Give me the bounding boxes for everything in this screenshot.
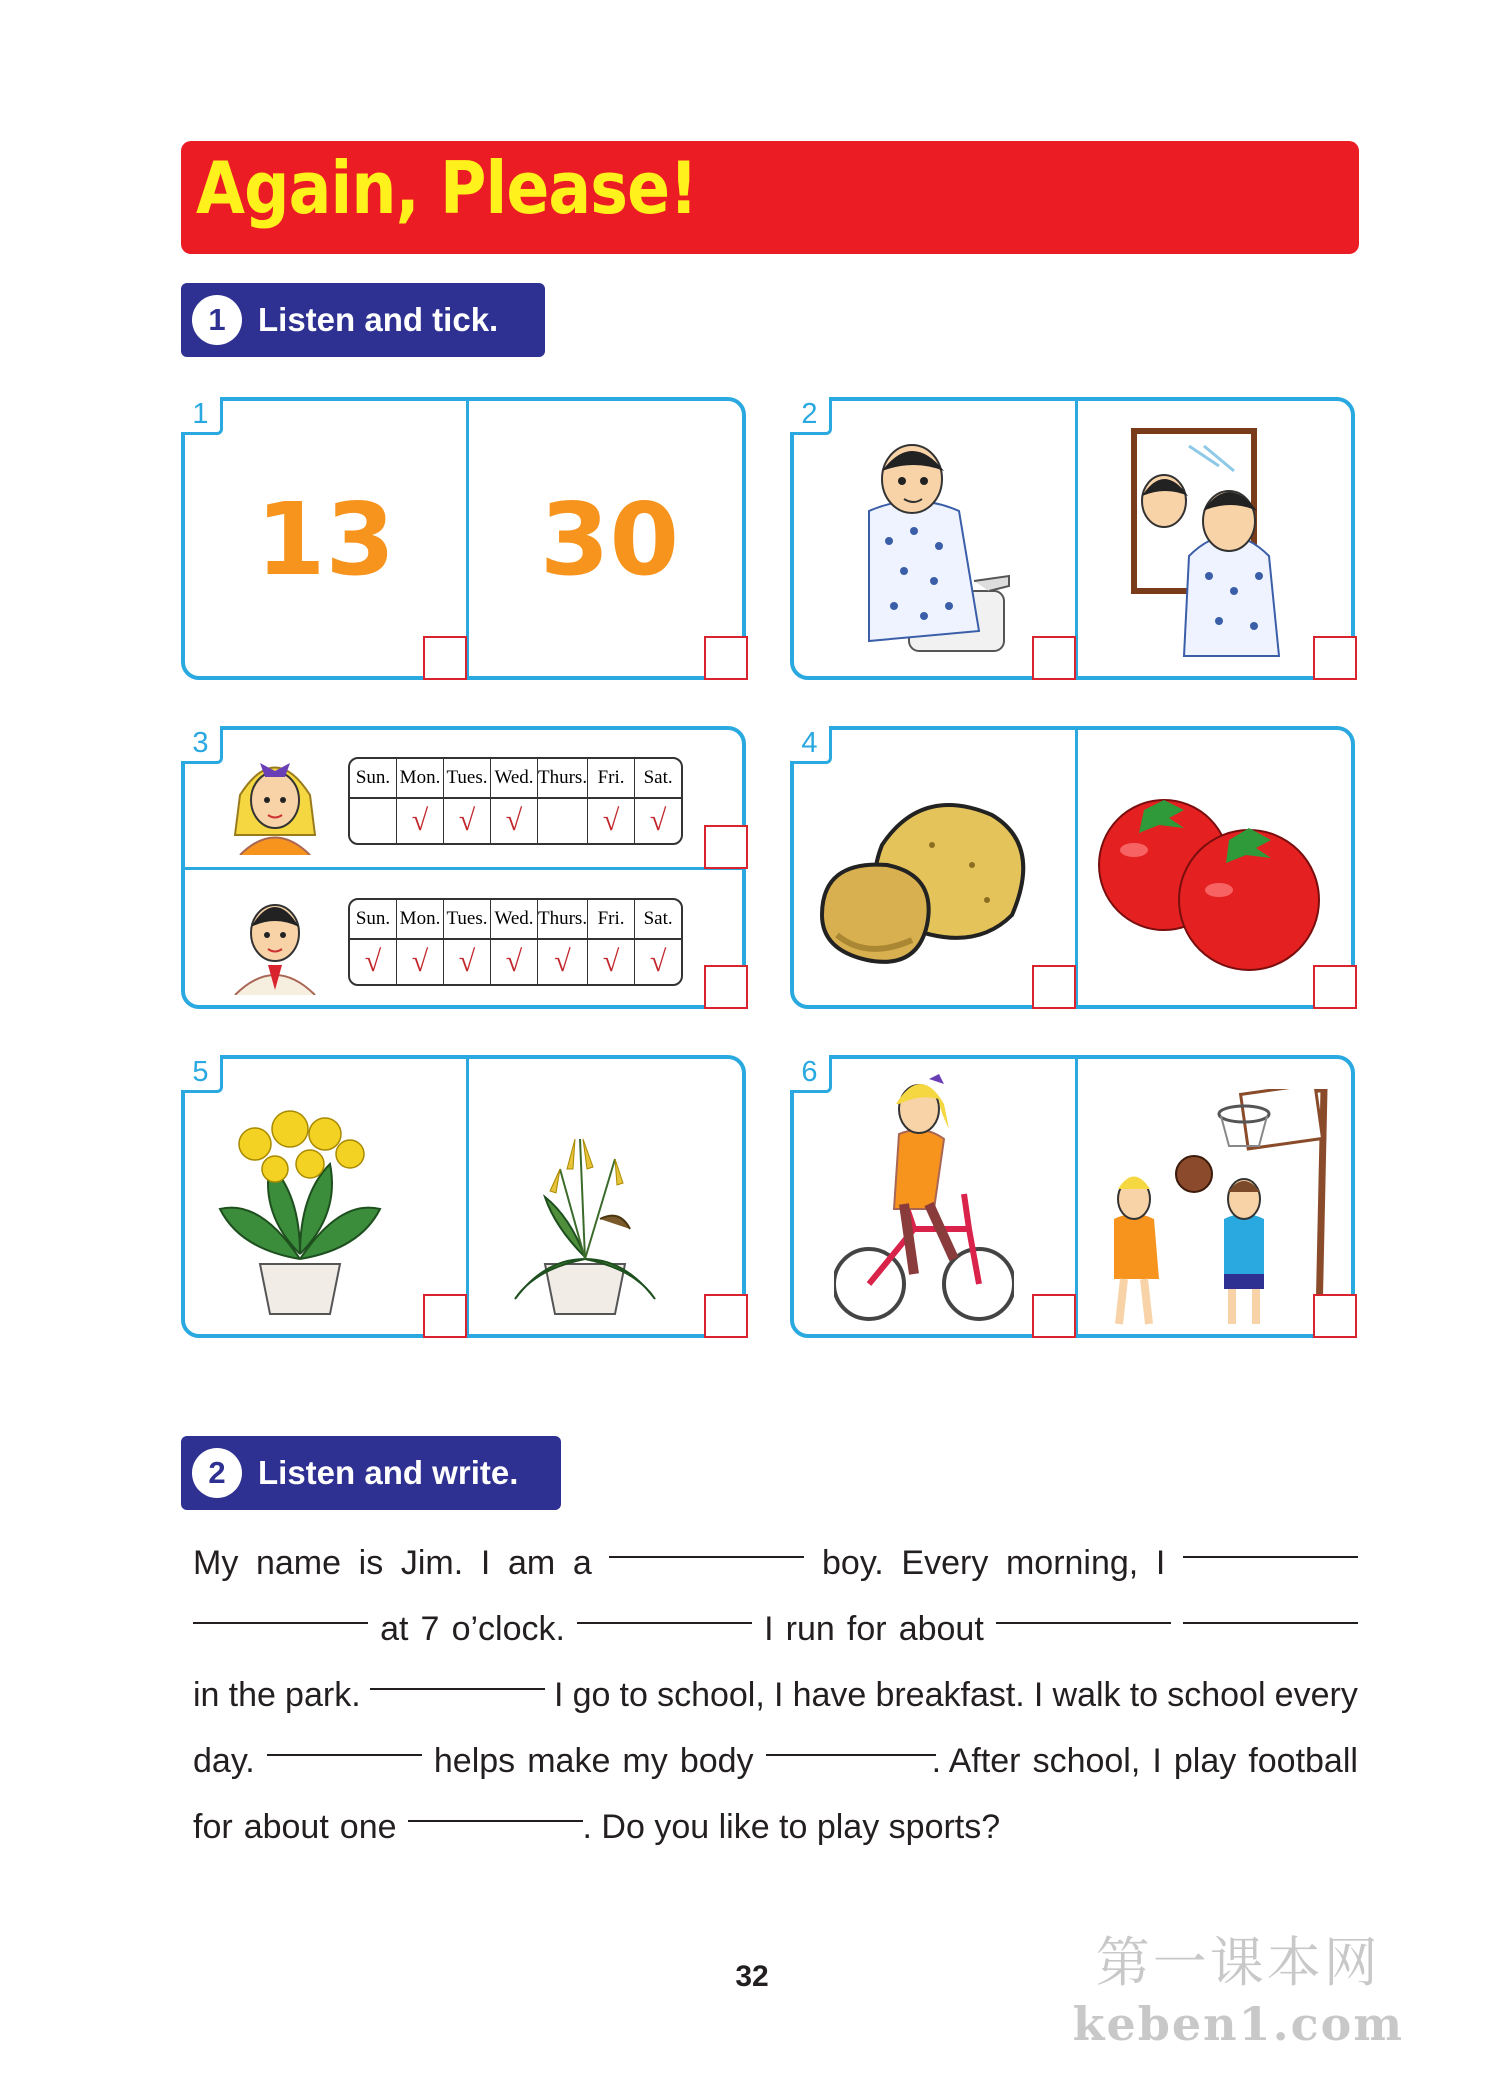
number-30: 30 <box>539 481 680 598</box>
boy-tick-wed: √ <box>491 940 538 984</box>
boy-washing-hands-image <box>834 431 1034 666</box>
day-sat: Sat. <box>635 759 681 799</box>
panel-4-number: 4 <box>790 726 832 764</box>
boy-tick-mon: √ <box>397 940 444 984</box>
section-1-label: Listen and tick. <box>258 301 499 338</box>
paragraph-line-2 <box>193 1596 1358 1662</box>
word: Every <box>901 1544 989 1582</box>
panel-5 <box>181 1055 746 1338</box>
day-sat: Sat. <box>635 900 681 940</box>
word: I <box>1152 1742 1162 1780</box>
page-title: Again, Please! <box>196 146 698 230</box>
word: I <box>773 1676 784 1714</box>
word: school <box>1167 1676 1266 1714</box>
tick-box-6b[interactable] <box>1313 1294 1357 1338</box>
healthy-plant-image <box>215 1089 385 1324</box>
watermark-line-1: 第一课本网 <box>1095 1933 1381 1993</box>
tick-box-2b[interactable] <box>1313 636 1357 680</box>
blank-field-5[interactable] <box>996 1596 1171 1624</box>
word: my <box>622 1742 668 1780</box>
blank-field-1[interactable] <box>609 1530 804 1558</box>
tick-box-5b[interactable] <box>704 1294 748 1338</box>
day-wed: Wed. <box>491 900 538 940</box>
panel-3 <box>181 726 746 1009</box>
word: I <box>764 1610 774 1648</box>
girl-tick-fri: √ <box>588 799 635 843</box>
blank-field-9[interactable] <box>766 1728 936 1756</box>
boy-face-image <box>230 885 320 995</box>
panel-5-number: 5 <box>181 1055 223 1093</box>
listen-write-paragraph <box>193 1530 1358 1860</box>
word: . Do you like to play sports? <box>582 1808 1001 1846</box>
word: 7 <box>420 1610 440 1648</box>
word: . After <box>931 1742 1021 1780</box>
word: I <box>480 1544 491 1582</box>
word: in <box>193 1676 220 1714</box>
day-fri: Fri. <box>588 759 635 799</box>
word: is <box>358 1544 384 1582</box>
number-13: 13 <box>255 481 396 598</box>
boy-tick-sun: √ <box>350 940 397 984</box>
section-1-heading <box>181 283 545 357</box>
paragraph-line-3 <box>193 1662 1358 1728</box>
word: go <box>572 1676 611 1714</box>
tick-box-4b[interactable] <box>1313 965 1357 1009</box>
tick-box-2a[interactable] <box>1032 636 1076 680</box>
word: breakfast. <box>875 1676 1025 1714</box>
word: I <box>1155 1544 1166 1582</box>
section-2-heading <box>181 1436 561 1510</box>
blank-field-10[interactable] <box>408 1794 583 1822</box>
word: boy. <box>822 1544 884 1582</box>
word: name <box>255 1544 342 1582</box>
panel-2-number: 2 <box>790 397 832 435</box>
word: body <box>679 1742 754 1780</box>
word: am <box>507 1544 556 1582</box>
panel-3-number: 3 <box>181 726 223 764</box>
panel-6 <box>790 1055 1355 1338</box>
potatoes-image <box>812 785 1062 975</box>
tick-box-1b[interactable] <box>704 636 748 680</box>
word: morning, <box>1005 1544 1139 1582</box>
girl-tick-wed: √ <box>491 799 538 843</box>
word: every <box>1274 1676 1358 1714</box>
girl-tick-tues: √ <box>444 799 491 843</box>
panel-6-number: 6 <box>790 1055 832 1093</box>
boy-tick-tues: √ <box>444 940 491 984</box>
word: about <box>898 1610 984 1648</box>
day-sun: Sun. <box>350 759 397 799</box>
word: Jim. <box>400 1544 464 1582</box>
word: I <box>1033 1676 1044 1714</box>
word: helps <box>433 1742 516 1780</box>
boy-tick-sat: √ <box>649 945 667 978</box>
word: walk <box>1052 1676 1121 1714</box>
girl-tick-mon: √ <box>397 799 444 843</box>
wilted-plant-image <box>505 1099 675 1324</box>
section-1-number: 1 <box>192 295 242 345</box>
paragraph-line-5 <box>193 1794 1358 1860</box>
word: school, <box>657 1676 765 1714</box>
word: one <box>339 1808 397 1846</box>
day-tues: Tues. <box>444 900 491 940</box>
blank-field-2[interactable] <box>1183 1530 1358 1558</box>
section-2-label: Listen and write. <box>258 1454 519 1491</box>
boy-calendar-table <box>348 898 683 986</box>
panel-1-number: 1 <box>181 397 223 435</box>
girl-face-image <box>230 745 320 855</box>
word: about <box>243 1808 329 1846</box>
word: at <box>380 1610 409 1648</box>
word: o’clock. <box>451 1610 565 1648</box>
panel-1 <box>181 397 746 680</box>
blank-field-3[interactable] <box>193 1596 368 1624</box>
day-mon: Mon. <box>397 759 444 799</box>
tick-box-6a[interactable] <box>1032 1294 1076 1338</box>
word: school, <box>1032 1742 1141 1780</box>
word: park. <box>285 1676 361 1714</box>
word: to <box>1129 1676 1159 1714</box>
tick-box-1a[interactable] <box>423 636 467 680</box>
day-mon: Mon. <box>397 900 444 940</box>
day-wed: Wed. <box>491 759 538 799</box>
tomatoes-image <box>1089 785 1344 975</box>
boy-tick-fri: √ <box>588 940 635 984</box>
page-number: 32 <box>735 1960 769 1993</box>
word: My <box>193 1544 239 1582</box>
word: a <box>572 1544 592 1582</box>
day-fri: Fri. <box>588 900 635 940</box>
word: run <box>785 1610 835 1648</box>
paragraph-line-4 <box>193 1728 1358 1794</box>
girl-tick-thurs <box>538 799 588 843</box>
blank-field-7[interactable] <box>370 1662 545 1690</box>
word: play <box>1173 1742 1237 1780</box>
blank-field-4[interactable] <box>577 1596 752 1624</box>
children-basketball-image <box>1094 1089 1334 1334</box>
tick-box-3b[interactable] <box>704 965 748 1009</box>
word: the <box>228 1676 276 1714</box>
word: have <box>792 1676 867 1714</box>
girl-riding-bike-image <box>834 1074 1014 1329</box>
day-thurs: Thurs. <box>538 900 588 940</box>
girl-tick-sun <box>350 799 397 843</box>
word: for <box>193 1808 233 1846</box>
word: make <box>527 1742 611 1780</box>
blank-field-8[interactable] <box>267 1728 422 1756</box>
paragraph-line-1 <box>193 1530 1358 1596</box>
word: football <box>1248 1742 1358 1780</box>
panel-2 <box>790 397 1355 680</box>
word: for <box>846 1610 887 1648</box>
boy-at-mirror-image <box>1119 426 1299 671</box>
day-tues: Tues. <box>444 759 491 799</box>
word: day. <box>193 1742 255 1780</box>
panel-4 <box>790 726 1355 1009</box>
day-thurs: Thurs. <box>538 759 588 799</box>
day-sun: Sun. <box>350 900 397 940</box>
watermark-line-2: keben1.com <box>1072 1997 1404 2051</box>
girl-tick-sat: √ <box>649 804 667 837</box>
tick-box-3a[interactable] <box>704 825 748 869</box>
word: to <box>619 1676 648 1714</box>
girl-calendar-table <box>348 757 683 845</box>
section-2-number: 2 <box>192 1448 242 1498</box>
blank-field-6[interactable] <box>1183 1596 1358 1624</box>
word: I <box>553 1676 564 1714</box>
watermark <box>1073 1920 1404 2051</box>
tick-box-4a[interactable] <box>1032 965 1076 1009</box>
boy-tick-thurs: √ <box>538 940 588 984</box>
tick-box-5a[interactable] <box>423 1294 467 1338</box>
